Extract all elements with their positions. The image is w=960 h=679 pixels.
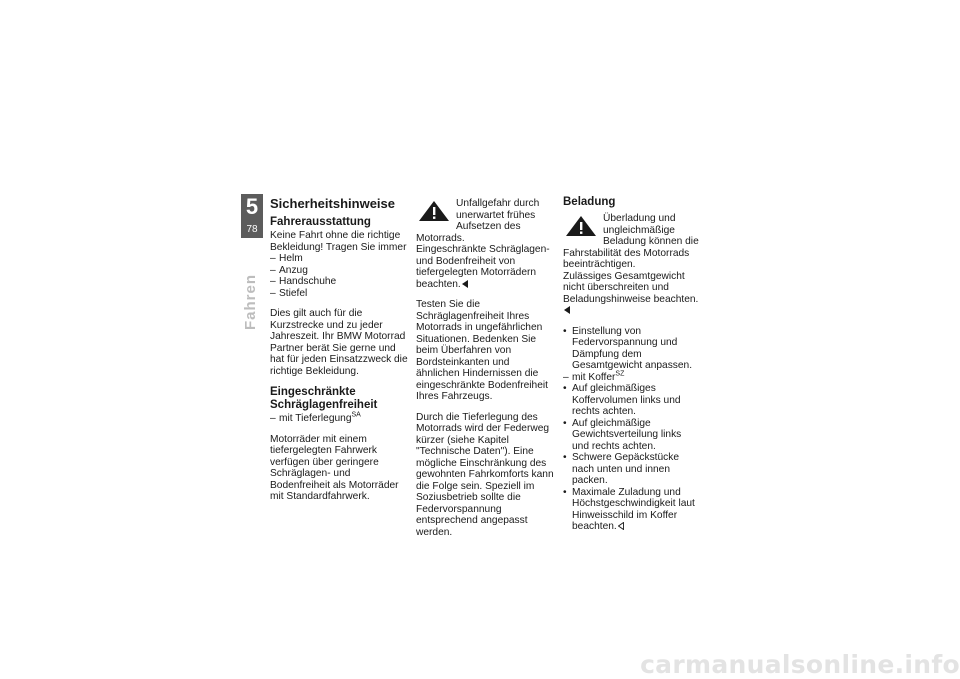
list-item bbox=[563, 487, 701, 533]
warning-block bbox=[416, 198, 554, 290]
option-code: SA bbox=[351, 411, 361, 419]
column-3 bbox=[563, 196, 701, 533]
watermark: carmanualsonline.info bbox=[640, 650, 960, 679]
paragraph: Testen Sie die Schräglagenfreiheit Ihres Motorrads in ungefährlichen Situationen. Bedenken Sie beim Überfahren von Bordsteinkanten und ähnlichen Hindernissen die eingeschränkte Bodenfreiheit Ihres Fahrzeugs. bbox=[416, 299, 548, 402]
clearance-options bbox=[270, 413, 408, 425]
list-item: – Anzug bbox=[270, 265, 408, 277]
column-2 bbox=[416, 198, 554, 538]
list-item: – Helm bbox=[270, 253, 408, 265]
option-label: mit Tieferlegung bbox=[279, 413, 352, 424]
page-number: 78 bbox=[246, 224, 258, 235]
heading-clearance: Eingeschränkte Schräglagenfreiheit bbox=[270, 386, 378, 411]
list-text: Maximale Zuladung und Höchstgeschwindigkeit laut Hinweisschild im Koffer beachten. bbox=[572, 486, 695, 532]
warning-lead: Unfallgefahr durch unerwartet frühes Aufsetzen des Motorrads. bbox=[416, 198, 540, 244]
list-item: – Stiefel bbox=[270, 288, 408, 300]
warning-triangle-icon bbox=[418, 200, 450, 222]
list-item: • Auf gleichmäßige Gewichtsverteilung links und rechts achten. bbox=[563, 418, 701, 453]
chapter-side-label: Fahren bbox=[242, 274, 259, 331]
section-title: Sicherheitshinweise bbox=[270, 196, 395, 211]
paragraph: Durch die Tieferlegung des Motorrads wird der Federweg kürzer (siehe Kapitel "Technische Daten"). Eine mögliche Einschränkung des gewohnten Fahrkomforts kann die Folge sein. Speziell im Soziusbetrieb sollte die Federvorspannung entsprechend angepasst werden. bbox=[416, 411, 554, 538]
warning-text: Eingeschränkte Schräglagen- und Bodenfreiheit von tiefergelegten Motorrädern beachten. bbox=[416, 244, 550, 290]
chapter-tab bbox=[241, 194, 263, 238]
equipment-text: Dies gilt auch für die Kurzstrecke und zu jeder Jahreszeit. Ihr BMW Motorrad Partner berät Sie gerne und hat für jeden Einsatzzweck die richtige Bekleidung. bbox=[270, 308, 408, 377]
list-item: • Schwere Gepäckstücke nach unten und innen packen. bbox=[563, 452, 701, 487]
list-item: • Auf gleichmäßiges Koffervolumen links und rechts achten. bbox=[563, 383, 701, 418]
list-item: • Einstellung von Federvorspannung und Dämpfung dem Gesamtgewicht anpassen. bbox=[563, 326, 701, 372]
end-mark-icon bbox=[462, 280, 468, 288]
warning-lead: Überladung und ungleichmäßige Beladung können die Fahrstabilität des Motorrads beeinträchtigen. bbox=[563, 213, 699, 270]
equipment-list bbox=[270, 253, 408, 299]
clearance-text: Motorräder mit einem tiefergelegten Fahrwerk verfügen über geringere Schräglagen- und Bodenfreiheit als Motorräder mit Standardfahrwerk. bbox=[270, 433, 399, 502]
warning-text: Zulässiges Gesamtgewicht nicht überschreiten und Beladungshinweise beachten. bbox=[563, 270, 699, 305]
warning-block bbox=[563, 213, 701, 317]
end-mark-icon bbox=[564, 306, 570, 314]
load-list bbox=[563, 326, 701, 533]
equipment-intro: Keine Fahrt ohne die richtige Bekleidung! Tragen Sie immer bbox=[270, 230, 407, 253]
heading-equipment: Fahrerausstattung bbox=[270, 216, 371, 228]
list-item bbox=[270, 413, 408, 425]
column-1 bbox=[270, 196, 408, 503]
option-label: mit Koffer bbox=[572, 371, 616, 383]
warning-triangle-icon bbox=[565, 215, 597, 237]
end-mark-hollow-icon bbox=[618, 522, 624, 530]
list-item: – Handschuhe bbox=[270, 276, 408, 288]
heading-load: Beladung bbox=[563, 196, 616, 208]
option-code: SZ bbox=[615, 370, 625, 378]
list-item bbox=[563, 372, 701, 384]
chapter-number: 5 bbox=[245, 194, 259, 219]
